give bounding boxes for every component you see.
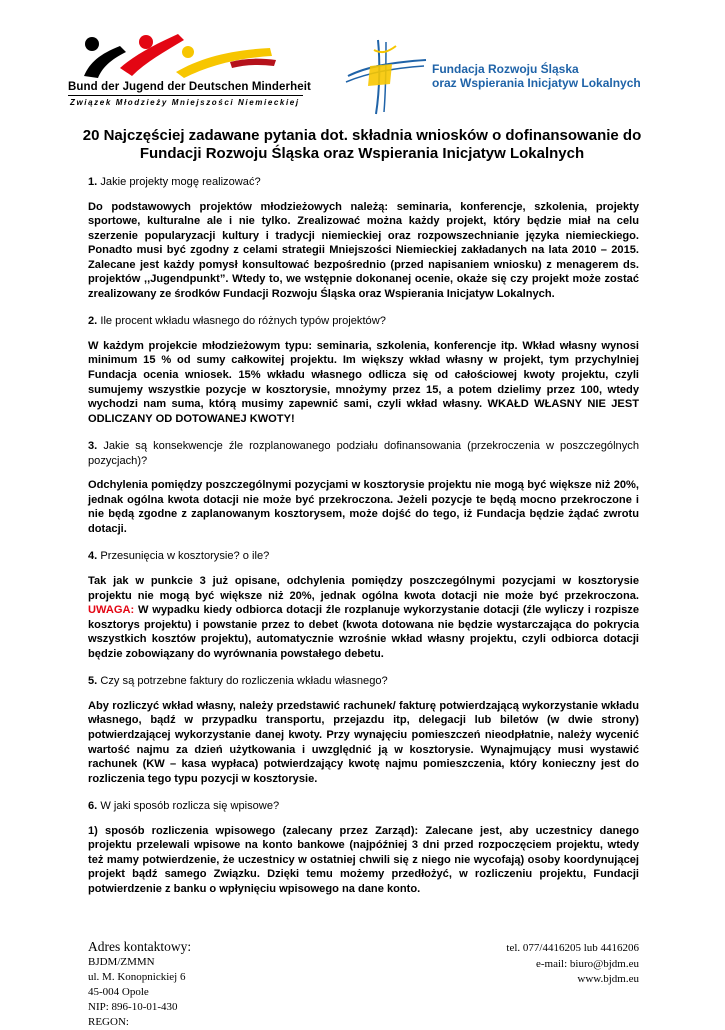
footer-street: ul. M. Konopnickiej 6 [88, 971, 186, 983]
question-text: Jakie projekty mogę realizować? [100, 176, 261, 188]
footer-address [88, 938, 191, 1030]
frs-cross-graphic [340, 36, 430, 116]
question-text: W jaki sposób rozlicza się wpisowe? [100, 800, 280, 813]
answer-5: Aby rozliczyć wkład własny, należy przedstawić rachunek/ fakturę potwierdzającą wykorzystanie wkładu własnego, bądź w przypadku transportu, przejazdu itp, delegacji lub biletów (w dwie strony) potwierdzającej wykorzystanie danej kwoty. Przy wynajęciu pomieszczeń nieodpłatnie, należy wycenić wartość najmu za dzień użytkowania i uwzględnić ją w kosztorysie. Wynajmujący musi wystawić rachunek (KW – kasa wypłaca) potwierdzający kwotę najmu pomieszczenia, który konieczny jest do rozliczenia tego typu pozycji w kosztorysie. [88, 699, 639, 785]
question-number: 1. [88, 176, 98, 188]
question-4 [88, 549, 639, 564]
footer-city: 45-004 Opole [88, 986, 149, 998]
question-1 [88, 175, 639, 190]
question-6 [88, 799, 639, 814]
answer-4 [88, 574, 639, 661]
warning-label: UWAGA: [88, 604, 135, 617]
answer-6: 1) sposób rozliczenia wpisowego (zalecany przez Zarząd): Zalecane jest, aby uczestnicy danego projektu przelewali wpisowe na konto bankowe (najpóźniej 3 dni przed rozpoczęciem projektu, wtedy też mamy potwierdzenie, że uczestnicy w ostatniej chwili się z niego nie wycofają) osoby koordynującej projekt bądź samego Związku. Dzięki temu możemy przedłożyć, w rozliczeniu projektu, Fundacji potwierdzenie z banku o wpłynięciu wpisowego na dane konto. [88, 824, 639, 895]
footer-website: www.bjdm.eu [577, 973, 639, 985]
document-title [60, 127, 664, 163]
question-number: 6. [88, 800, 98, 813]
title-line2: Fundacji Rozwoju Śląska oraz Wspierania Inicjatyw Lokalnych [139, 145, 585, 162]
question-text: Przesunięcia w kosztorysie? o ile? [100, 550, 270, 563]
answer-text-continued: W wypadku kiedy odbiorca dotacji źle rozplanuje wykorzystanie dotacji (źle wyliczy i rozpisze kosztorys projektu) i powstanie przez to debet (kwota dotowana nie będzie wystarczająca do pokrycia wszystkich kosztów projektu), automatycznie wzrośnie wkład własny projektu, czyli odbiorca dotacji będzie zobowiązany do wyrównania powstałego debetu. [88, 604, 639, 660]
frs-name-line1: Fundacja Rozwoju Śląska [432, 62, 579, 76]
answer-3: Odchylenia pomiędzy poszczególnymi pozycjami w kosztorysie projektu nie mogą być większe niż 20%, jednak ogólna kwota dotacji nie może być przekroczona. Jeżeli pozycje te będą mocno przekroczone i nie będą zgodne z zaplanowanym kosztorysem, może dojść do tego, iż Fundacja będzie żądać zwrotu dotacji. [88, 479, 639, 535]
footer-org: BJDM/ZMMN [88, 956, 155, 968]
frs-name-line2: oraz Wspierania Inicjatyw Lokalnych [432, 76, 641, 90]
question-number: 2. [88, 315, 98, 328]
question-text: Czy są potrzebne faktury do rozliczenia wkładu własnego? [100, 675, 388, 688]
footer-address-heading: Adres kontaktowy: [88, 939, 192, 954]
bjdm-divider [68, 95, 303, 96]
question-text: Jakie są konsekwencje źle rozplanowanego podziału dofinansowania (przekroczenia w poszczególnych pozycjach)? [88, 440, 639, 467]
question-text: Ile procent wkładu własnego do różnych typów projektów? [100, 315, 386, 328]
title-line1: 20 Najczęściej zadawane pytania dot. składnia wniosków o dofinansowanie do [82, 127, 642, 144]
answer-text: Tak jak w punkcie 3 już opisane, odchylenia pomiędzy poszczególnymi pozycjami w kosztorysie projektu nie mogą być większe niż 20%, jednak ogólna kwota dotacji nie może być przekroczona. [88, 575, 639, 602]
question-number: 4. [88, 550, 98, 563]
answer-2: W każdym projekcie młodzieżowym typu: seminaria, szkolenia, konferencje itp. Wkład własny wynosi minimum 15 % od sumy całkowitej projektu. Im większy wkład własny w projekt, tym przychylniej Fundacja ocenia wniosek. 15% wkładu własnego odlicza się od całościowej kwoty projektu, czyli sumujemy wszystkie pozycje w kosztorysie, mnożymy przez 15, a potem dzielimy przez 100, wtedy wychodzi nam suma, którą musimy zapewnić sami, czyli wkład własny. WKAŁD WŁASNY NIE JEST ODLICZANY OD DOTOWANEJ KWOTY! [88, 339, 639, 425]
footer-regon: REGON: [88, 1016, 129, 1028]
bjdm-name: Bund der Jugend der Deutschen Minderheit [68, 81, 311, 93]
question-5 [88, 674, 639, 689]
bjdm-subtitle: Związek Młodzieży Mniejszości Niemieckiej [70, 98, 300, 107]
question-number: 3. [88, 440, 98, 453]
question-2 [88, 314, 639, 329]
footer-contact [506, 941, 639, 988]
question-3 [88, 439, 639, 468]
bjdm-logo [58, 28, 323, 116]
footer-email: e-mail: biuro@bjdm.eu [536, 957, 639, 970]
footer-nip: NIP: 896-10-01-430 [88, 1001, 178, 1013]
frs-name [432, 62, 641, 90]
frs-logo [340, 36, 660, 116]
footer-phone: tel. 077/4416205 lub 4416206 [506, 942, 639, 954]
question-number: 5. [88, 675, 98, 688]
answer-1: Do podstawowych projektów młodzieżowych należą: seminaria, konferencje, szkolenia, projekty sportowe, kulturalne ale i nie tylko. Zrealizować można każdy projekt, który będzie miał na celu szerzenie popularyzacji kultury i tradycji niemieckiej oraz rozpowszechnianie języka niemieckiego. Ponadto musi być zgodny z celami strategii Mniejszości Niemieckiej zakładanych na lata 2010 – 2015. Zalecane jest każdy pomysł konsultować bezpośrednio (przed napisaniem wniosku) z menagerem ds. projektów ,,Jugendpunkt”. Wtedy to, we wstępnie dokonanej ocenie, okaże się czy projekt może zostać zrealizowany ze środków Fundacji Rozwoju Śląska oraz Wspierania Inicjatyw Lokalnych. [88, 200, 639, 300]
bjdm-figures-graphic [80, 28, 290, 80]
faq-list [88, 175, 639, 909]
